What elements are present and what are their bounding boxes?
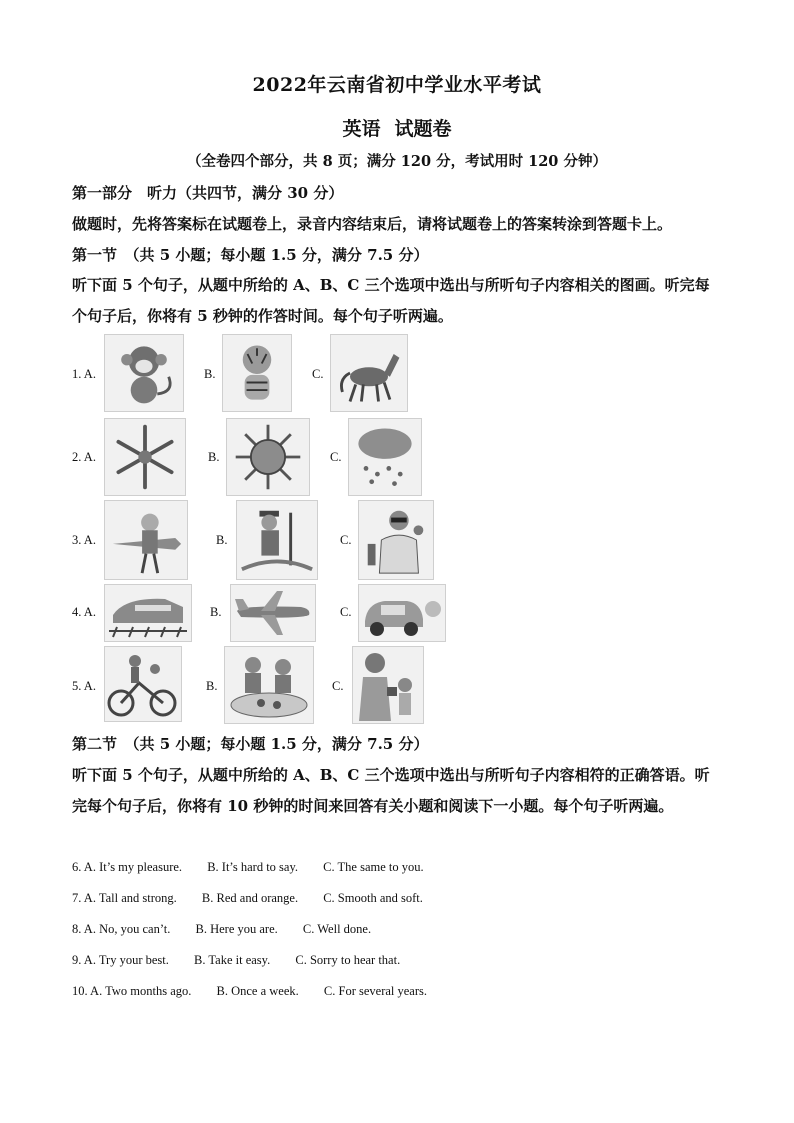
section2-instruction: 听下面 5 个句子，从题中所给的 A、B、C 三个选项中选出与所听句子内容相符的正确答语。听完每个句子后，你将有 10 秒钟的时间来回答有关小题和阅读下一小题。每个句子听两遍。: [72, 766, 710, 815]
q6-option-a: 6. A. It’s my pleasure.: [72, 860, 183, 874]
q3-option-c-label: C.: [340, 533, 352, 547]
q2-option-c-label: C.: [330, 450, 342, 464]
q6-option-b: B. It’s hard to say.: [207, 860, 299, 874]
q2-option-b-label: B.: [208, 450, 220, 464]
q1-option-a-label: 1. A.: [72, 367, 96, 381]
q8-option-b: B. Here you are.: [195, 922, 278, 936]
q7-option-a: 7. A. Tall and strong.: [72, 891, 177, 905]
question-6: [72, 860, 428, 875]
q7-option-c: C. Smooth and soft.: [323, 891, 423, 905]
q3-option-b-label: B.: [216, 533, 228, 547]
q2-option-a-label: 2. A.: [72, 450, 96, 464]
cycling-icon[interactable]: [104, 646, 182, 722]
q1-option-b-label: B.: [204, 367, 216, 381]
exam-info: （全卷四个部分，共 8 页；满分 120 分，考试用时 120 分钟）: [187, 153, 607, 170]
rain-cloud-icon[interactable]: [348, 418, 422, 496]
q1-option-c-label: C.: [312, 367, 324, 381]
horse-icon[interactable]: [330, 334, 408, 412]
question-7: [72, 891, 427, 906]
q6-option-c: C. The same to you.: [323, 860, 424, 874]
q9-option-a: 9. A. Try your best.: [72, 953, 169, 967]
part1-heading: 第一部分 听力（共四节，满分 30 分）: [72, 184, 344, 202]
part1-instruction: 做题时，先将答案标在试题卷上，录音内容结束后，请将试题卷上的答案转涂到答题卡上。: [72, 215, 673, 233]
scientist-icon[interactable]: [358, 500, 434, 580]
mother-child-gift-icon[interactable]: [352, 646, 424, 724]
q5-option-c-label: C.: [332, 679, 344, 693]
section1-heading: 第一节 （共 5 小题；每小题 1.5 分，满分 7.5 分）: [72, 246, 429, 264]
farmer-icon[interactable]: [236, 500, 318, 580]
monkey-icon[interactable]: [104, 334, 184, 412]
q8-option-c: C. Well done.: [302, 922, 372, 936]
q10-option-c: C. For several years.: [323, 984, 428, 998]
q4-option-a-label: 4. A.: [72, 605, 96, 619]
q9-option-b: B. Take it easy.: [194, 953, 271, 967]
exam-title: 2022年云南省初中学业水平考试: [252, 74, 542, 96]
pilot-icon[interactable]: [104, 500, 188, 580]
airplane-icon[interactable]: [230, 584, 316, 642]
q5-option-b-label: B.: [206, 679, 218, 693]
car-icon[interactable]: [358, 584, 446, 642]
q9-option-c: C. Sorry to hear that.: [295, 953, 401, 967]
question-8: [72, 922, 375, 937]
q8-option-a: 8. A. No, you can’t.: [72, 922, 171, 936]
q10-option-b: B. Once a week.: [216, 984, 299, 998]
exam-subject-line: [0, 114, 794, 141]
train-icon[interactable]: [104, 584, 192, 642]
tiger-icon[interactable]: [222, 334, 292, 412]
q4-option-c-label: C.: [340, 605, 352, 619]
sun-icon[interactable]: [226, 418, 310, 496]
snowflake-icon[interactable]: [104, 418, 186, 496]
q3-option-a-label: 3. A.: [72, 533, 96, 547]
q7-option-b: B. Red and orange.: [201, 891, 299, 905]
paper-type: 试题卷: [394, 118, 452, 140]
subject-name: 英语: [342, 118, 381, 140]
section1-instruction: 听下面 5 个句子，从题中所给的 A、B、C 三个选项中选出与所听句子内容相关的图画。听完每个句子后，你将有 5 秒钟的作答时间。每个句子听两遍。: [72, 276, 710, 325]
question-10: [72, 984, 431, 999]
q5-option-a-label: 5. A.: [72, 679, 96, 693]
q10-option-a: 10. A. Two months ago.: [72, 984, 192, 998]
family-dinner-icon[interactable]: [224, 646, 314, 724]
question-9: [72, 953, 404, 968]
section2-heading: 第二节 （共 5 小题；每小题 1.5 分，满分 7.5 分）: [72, 735, 429, 753]
q4-option-b-label: B.: [210, 605, 222, 619]
